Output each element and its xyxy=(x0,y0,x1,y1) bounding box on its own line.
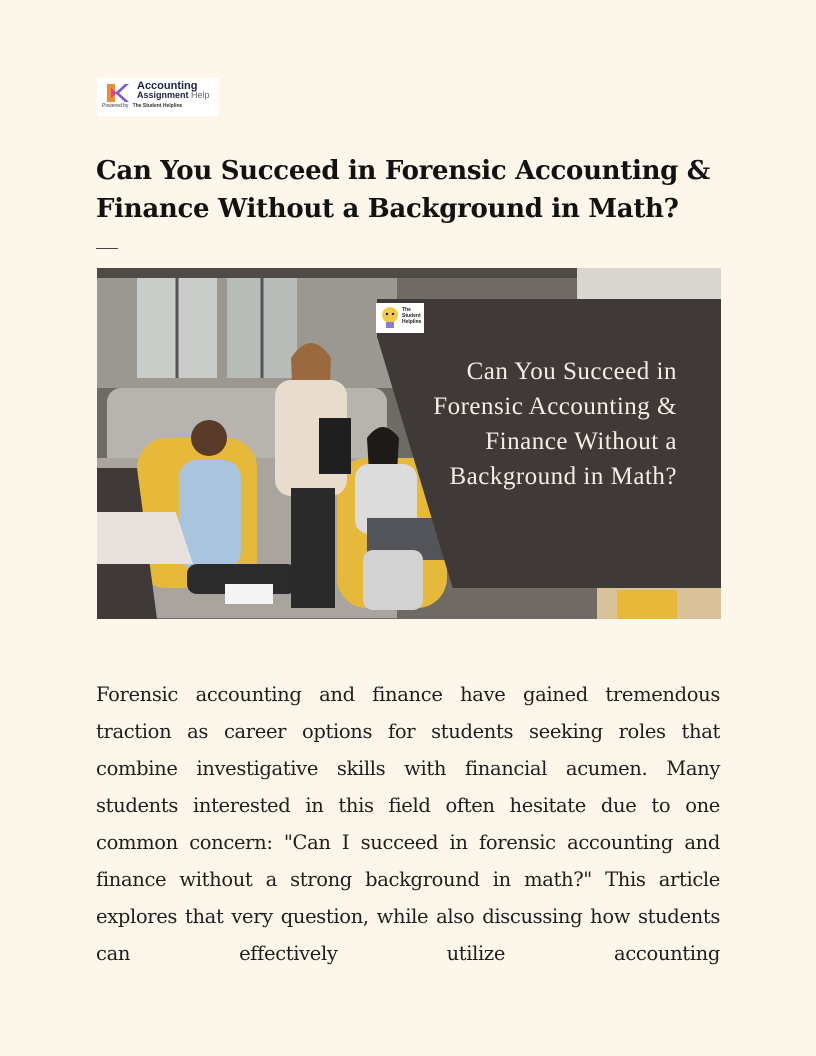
logo-mark-icon xyxy=(105,82,131,104)
brand-logo[interactable] xyxy=(97,78,219,116)
bulb-mascot-icon xyxy=(379,305,401,331)
page-title: Can You Succeed in Forensic Accounting & Finance Without a Background in Math? xyxy=(96,156,710,224)
article-body: Forensic accounting and finance have gained tremendous traction as career options for students seeking roles that combine investigative skills with financial acumen. Many students interested in this field often hesitate due to one common concern: "Can I succeed in forensic accounting and finance without a strong background in math?" This article explores that very question, while also discussing how students can effectively utilize accounting xyxy=(96,683,720,965)
hero-image xyxy=(97,268,721,619)
logo-powered-by: Powered by The Student Helpline xyxy=(102,103,183,109)
logo-subname: Assignment Help xyxy=(137,90,210,100)
hero-mini-logo-text: The Student Helpline xyxy=(402,307,422,325)
title-divider xyxy=(96,248,118,249)
logo-name: Accounting xyxy=(137,80,198,92)
hero-overlay-title: Can You Succeed in Forensic Accounting & Finance Without a Background in Math? xyxy=(433,358,677,490)
hero-mini-logo xyxy=(376,303,424,333)
